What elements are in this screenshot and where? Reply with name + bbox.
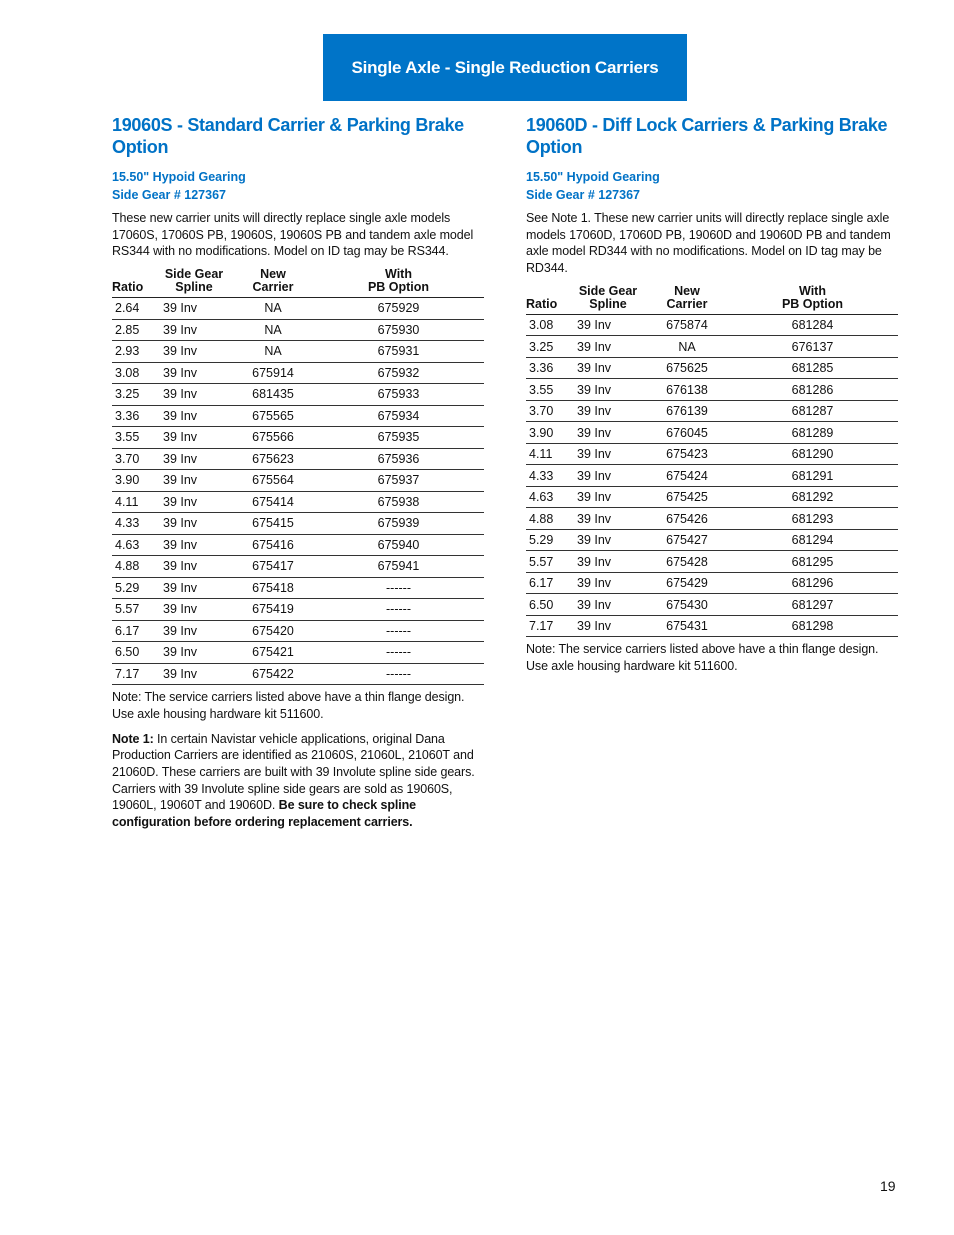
cell-pb-option: 681297 — [727, 594, 898, 616]
table-row — [112, 513, 484, 535]
header-pb-option: With PB Option — [727, 285, 898, 315]
cell-spline: 39 Inv — [155, 319, 233, 341]
table-row — [526, 551, 898, 573]
cell-pb-option: 681287 — [727, 400, 898, 422]
table-row — [112, 663, 484, 685]
cell-spline: 39 Inv — [155, 427, 233, 449]
table-row — [526, 314, 898, 336]
cell-ratio: 2.93 — [112, 341, 155, 363]
cell-ratio: 3.08 — [526, 314, 569, 336]
cell-new-carrier: 675625 — [647, 357, 727, 379]
table-row — [112, 341, 484, 363]
cell-spline: 39 Inv — [155, 491, 233, 513]
table-row — [112, 362, 484, 384]
right-carrier-table — [526, 285, 898, 638]
table-row — [112, 642, 484, 664]
cell-ratio: 2.64 — [112, 298, 155, 320]
left-section-title: 19060S - Standard Carrier & Parking Brake Option — [112, 115, 464, 157]
cell-spline: 39 Inv — [569, 422, 647, 444]
cell-new-carrier: 675430 — [647, 594, 727, 616]
cell-ratio: 5.29 — [526, 529, 569, 551]
cell-pb-option: 681292 — [727, 486, 898, 508]
cell-ratio: 4.63 — [112, 534, 155, 556]
cell-new-carrier: 675423 — [647, 443, 727, 465]
cell-spline: 39 Inv — [569, 508, 647, 530]
cell-new-carrier: 675424 — [647, 465, 727, 487]
table-row — [526, 465, 898, 487]
table-row — [526, 615, 898, 637]
table-header-row — [526, 285, 898, 315]
cell-pb-option: 681298 — [727, 615, 898, 637]
cell-new-carrier: 675426 — [647, 508, 727, 530]
note-1-text: In certain Navistar vehicle applications, original Dana Production Carriers are identified as 21060S, 21060L, 21060T and 21060D. These carriers are built with 39 Involute spline side gears. Carriers with 39 Involute spline side gears are sold as 19060S, 19060L, 19060T and 19060D. — [112, 731, 475, 813]
cell-new-carrier: 676045 — [647, 422, 727, 444]
table-row — [526, 379, 898, 401]
cell-pb-option: 675934 — [313, 405, 484, 427]
cell-new-carrier: 675431 — [647, 615, 727, 637]
table-row — [526, 486, 898, 508]
cell-spline: 39 Inv — [569, 314, 647, 336]
cell-new-carrier: NA — [233, 319, 313, 341]
table-row — [112, 577, 484, 599]
cell-ratio: 4.33 — [112, 513, 155, 535]
cell-new-carrier: 675421 — [233, 642, 313, 664]
cell-spline: 39 Inv — [155, 577, 233, 599]
right-table-body — [526, 314, 898, 637]
cell-ratio: 3.08 — [112, 362, 155, 384]
table-row — [526, 508, 898, 530]
cell-spline: 39 Inv — [155, 448, 233, 470]
note-1-label: Note 1: — [112, 731, 154, 746]
cell-new-carrier: NA — [647, 336, 727, 358]
table-row — [526, 594, 898, 616]
cell-pb-option: ------ — [313, 620, 484, 642]
cell-spline: 39 Inv — [569, 486, 647, 508]
table-row — [112, 620, 484, 642]
cell-ratio: 3.25 — [526, 336, 569, 358]
header-new-carrier: New Carrier — [233, 268, 313, 298]
cell-spline: 39 Inv — [155, 534, 233, 556]
table-row — [112, 405, 484, 427]
cell-pb-option: 675940 — [313, 534, 484, 556]
header-pb-option: With PB Option — [313, 268, 484, 298]
table-row — [112, 470, 484, 492]
cell-spline: 39 Inv — [155, 362, 233, 384]
table-row — [526, 443, 898, 465]
cell-new-carrier: 676138 — [647, 379, 727, 401]
cell-pb-option: 681289 — [727, 422, 898, 444]
cell-pb-option: 675932 — [313, 362, 484, 384]
cell-ratio: 5.57 — [112, 599, 155, 621]
cell-ratio: 4.11 — [526, 443, 569, 465]
section-banner: Single Axle - Single Reduction Carriers — [323, 34, 687, 101]
cell-pb-option: 675938 — [313, 491, 484, 513]
cell-pb-option: 681285 — [727, 357, 898, 379]
cell-pb-option: 675935 — [313, 427, 484, 449]
cell-pb-option: 681296 — [727, 572, 898, 594]
left-note: Note: The service carriers listed above have a thin flange design. Use axle housing hardware kit 511600. — [112, 690, 465, 721]
cell-pb-option: 681291 — [727, 465, 898, 487]
cell-pb-option: 676137 — [727, 336, 898, 358]
cell-pb-option: 675939 — [313, 513, 484, 535]
cell-pb-option: 675929 — [313, 298, 484, 320]
table-row — [526, 529, 898, 551]
cell-spline: 39 Inv — [569, 615, 647, 637]
right-note: Note: The service carriers listed above have a thin flange design. Use axle housing hardware kit 511600. — [526, 642, 879, 674]
note-1-warning: Be sure to check spline configuration before ordering replacement carriers. — [112, 798, 417, 830]
cell-ratio: 6.50 — [112, 642, 155, 664]
right-column — [526, 114, 898, 675]
cell-new-carrier: 675914 — [233, 362, 313, 384]
cell-ratio: 3.36 — [112, 405, 155, 427]
table-row — [112, 491, 484, 513]
header-ratio: Ratio — [112, 268, 155, 298]
note-1 — [112, 731, 484, 831]
right-gearing: 15.50" Hypoid Gearing — [526, 170, 660, 184]
cell-spline: 39 Inv — [569, 551, 647, 573]
left-carrier-table — [112, 268, 484, 685]
cell-pb-option: 675931 — [313, 341, 484, 363]
cell-ratio: 4.88 — [526, 508, 569, 530]
cell-ratio: 3.55 — [112, 427, 155, 449]
cell-new-carrier: 675418 — [233, 577, 313, 599]
left-column — [112, 114, 484, 831]
cell-ratio: 3.55 — [526, 379, 569, 401]
cell-ratio: 5.57 — [526, 551, 569, 573]
left-intro: These new carrier units will directly replace single axle models 17060S, 17060S PB, 19060S, 19060S PB and tandem axle model RS344 with no modifications. Model on ID tag may be RS344. — [112, 211, 474, 259]
cell-pb-option: ------ — [313, 599, 484, 621]
header-ratio: Ratio — [526, 285, 569, 315]
cell-new-carrier: 675566 — [233, 427, 313, 449]
cell-spline: 39 Inv — [569, 400, 647, 422]
cell-pb-option: ------ — [313, 642, 484, 664]
left-side-gear: Side Gear # 127367 — [112, 188, 226, 202]
cell-new-carrier: 675419 — [233, 599, 313, 621]
table-row — [112, 556, 484, 578]
cell-spline: 39 Inv — [155, 663, 233, 685]
cell-new-carrier: 675422 — [233, 663, 313, 685]
cell-ratio: 3.90 — [526, 422, 569, 444]
cell-ratio: 4.11 — [112, 491, 155, 513]
cell-ratio: 6.17 — [112, 620, 155, 642]
cell-ratio: 3.70 — [112, 448, 155, 470]
right-side-gear: Side Gear # 127367 — [526, 188, 640, 202]
cell-new-carrier: 675874 — [647, 314, 727, 336]
page-number: 19 — [880, 1178, 896, 1194]
cell-spline: 39 Inv — [155, 341, 233, 363]
cell-spline: 39 Inv — [569, 572, 647, 594]
table-row — [526, 357, 898, 379]
right-intro: See Note 1. These new carrier units will directly replace single axle models 17060D, 17060D PB, 19060D and 19060D PB and tandem axle model RD344 with no modifications. Model on ID tag may be RD344. — [526, 211, 891, 276]
cell-new-carrier: 675425 — [647, 486, 727, 508]
cell-pb-option: 681293 — [727, 508, 898, 530]
table-row — [112, 599, 484, 621]
cell-pb-option: 675930 — [313, 319, 484, 341]
cell-new-carrier: 675623 — [233, 448, 313, 470]
table-row — [526, 400, 898, 422]
table-row — [112, 448, 484, 470]
cell-pb-option: ------ — [313, 663, 484, 685]
cell-spline: 39 Inv — [569, 379, 647, 401]
cell-new-carrier: 675414 — [233, 491, 313, 513]
table-row — [112, 298, 484, 320]
cell-ratio: 3.36 — [526, 357, 569, 379]
cell-ratio: 3.70 — [526, 400, 569, 422]
cell-ratio: 3.90 — [112, 470, 155, 492]
table-row — [112, 384, 484, 406]
cell-new-carrier: 675429 — [647, 572, 727, 594]
cell-spline: 39 Inv — [155, 599, 233, 621]
cell-pb-option: 675936 — [313, 448, 484, 470]
cell-new-carrier: 675565 — [233, 405, 313, 427]
cell-pb-option: 675937 — [313, 470, 484, 492]
cell-new-carrier: 675417 — [233, 556, 313, 578]
cell-new-carrier: 675427 — [647, 529, 727, 551]
left-gearing: 15.50" Hypoid Gearing — [112, 170, 246, 184]
cell-ratio: 7.17 — [526, 615, 569, 637]
cell-spline: 39 Inv — [569, 357, 647, 379]
cell-pb-option: 681294 — [727, 529, 898, 551]
cell-new-carrier: 675416 — [233, 534, 313, 556]
cell-pb-option: 681295 — [727, 551, 898, 573]
cell-spline: 39 Inv — [569, 336, 647, 358]
header-spline: Side Gear Spline — [155, 268, 233, 298]
cell-new-carrier: 675428 — [647, 551, 727, 573]
cell-new-carrier: 676139 — [647, 400, 727, 422]
cell-pb-option: 681286 — [727, 379, 898, 401]
cell-ratio: 7.17 — [112, 663, 155, 685]
cell-pb-option: 681284 — [727, 314, 898, 336]
cell-spline: 39 Inv — [155, 513, 233, 535]
left-table-body — [112, 298, 484, 685]
cell-new-carrier: NA — [233, 298, 313, 320]
header-new-carrier: New Carrier — [647, 285, 727, 315]
cell-spline: 39 Inv — [155, 384, 233, 406]
cell-ratio: 5.29 — [112, 577, 155, 599]
cell-ratio: 4.33 — [526, 465, 569, 487]
cell-spline: 39 Inv — [155, 620, 233, 642]
cell-ratio: 3.25 — [112, 384, 155, 406]
cell-spline: 39 Inv — [569, 594, 647, 616]
cell-new-carrier: 681435 — [233, 384, 313, 406]
table-row — [526, 572, 898, 594]
cell-spline: 39 Inv — [155, 405, 233, 427]
cell-pb-option: 681290 — [727, 443, 898, 465]
cell-pb-option: 675933 — [313, 384, 484, 406]
cell-spline: 39 Inv — [569, 443, 647, 465]
cell-new-carrier: 675564 — [233, 470, 313, 492]
right-section-title: 19060D - Diff Lock Carriers & Parking Brake Option — [526, 115, 888, 157]
cell-ratio: 4.63 — [526, 486, 569, 508]
cell-ratio: 4.88 — [112, 556, 155, 578]
cell-spline: 39 Inv — [569, 465, 647, 487]
cell-pb-option: ------ — [313, 577, 484, 599]
cell-new-carrier: 675415 — [233, 513, 313, 535]
table-row — [526, 422, 898, 444]
cell-spline: 39 Inv — [155, 556, 233, 578]
cell-spline: 39 Inv — [155, 470, 233, 492]
cell-new-carrier: 675420 — [233, 620, 313, 642]
table-row — [112, 319, 484, 341]
table-row — [526, 336, 898, 358]
table-row — [112, 534, 484, 556]
cell-spline: 39 Inv — [155, 298, 233, 320]
header-spline: Side Gear Spline — [569, 285, 647, 315]
cell-ratio: 6.50 — [526, 594, 569, 616]
cell-ratio: 6.17 — [526, 572, 569, 594]
table-row — [112, 427, 484, 449]
cell-new-carrier: NA — [233, 341, 313, 363]
cell-pb-option: 675941 — [313, 556, 484, 578]
cell-spline: 39 Inv — [155, 642, 233, 664]
table-header-row — [112, 268, 484, 298]
cell-spline: 39 Inv — [569, 529, 647, 551]
cell-ratio: 2.85 — [112, 319, 155, 341]
